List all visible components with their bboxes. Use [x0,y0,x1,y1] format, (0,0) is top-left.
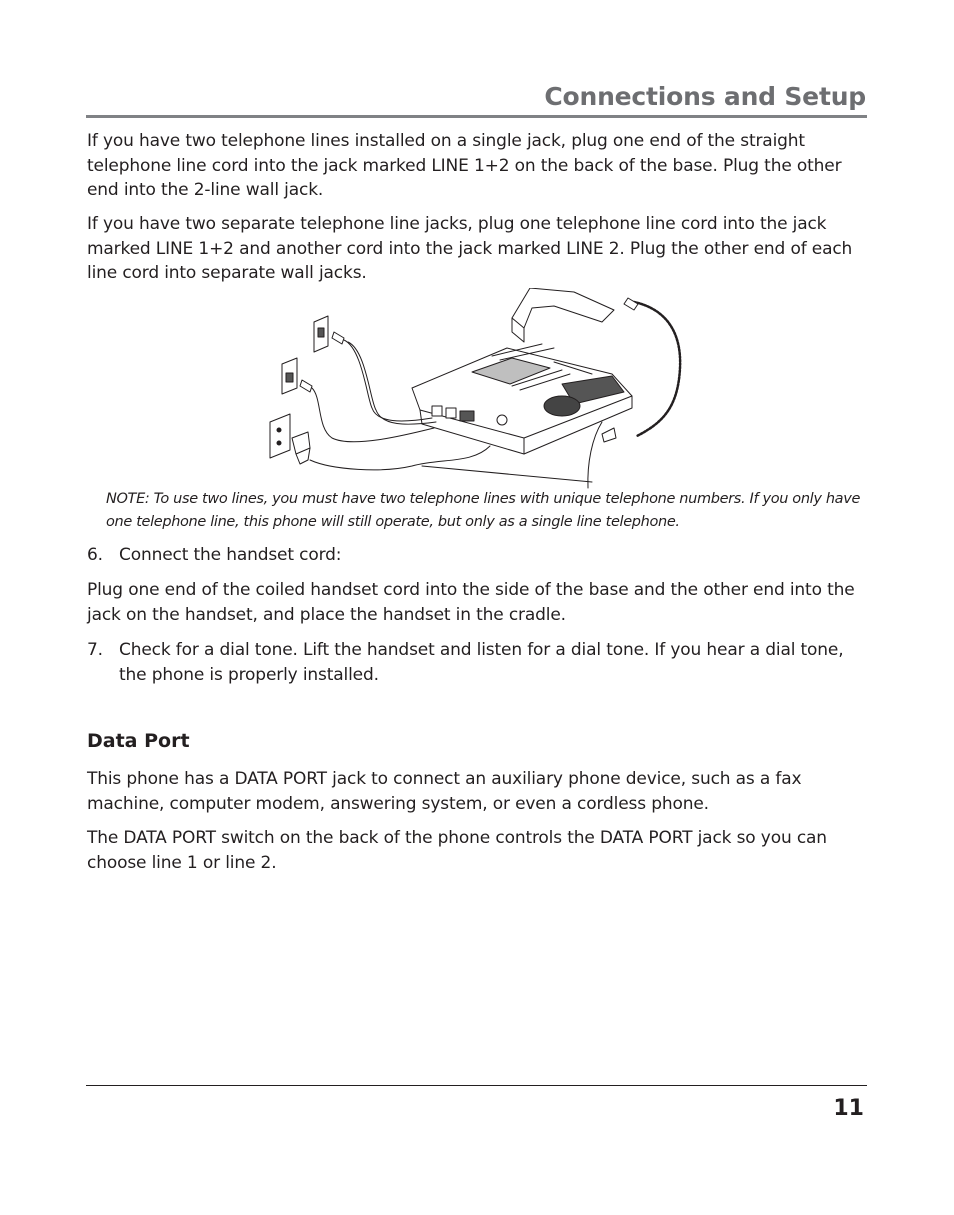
step-text: Check for a dial tone. Lift the handset and listen for a dial tone. If you hear a dial tone, the phone is properly installed. [119,640,844,685]
note-two-lines: NOTE: To use two lines, you must have two telephone lines with unique telephone numbers. If you only have one telephone line, this phone will still operate, but only as a single line telephone. [106,491,861,530]
paragraph-two-separate-jacks: If you have two separate telephone line jacks, plug one telephone line cord into the jack marked LINE 1+2 and another cord into the jack marked LINE 2. Plug the other end of each line cord into separate wall jacks. [87,214,853,283]
paragraph-two-lines-single-jack: If you have two telephone lines installed on a single jack, plug one end of the straight telephone line cord into the jack marked LINE 1+2 on the back of the base. Plug the other end into the 2-line wall jack. [87,131,842,200]
paragraph-data-port-jack: This phone has a DATA PORT jack to connect an auxiliary phone device, such as a fax machine, computer modem, answering system, or even a cordless phone. [87,769,802,814]
data-port-heading: Data Port [87,730,190,752]
step-text: Connect the handset cord: [119,545,342,565]
step-6 [87,543,867,568]
footer-rule [86,1085,867,1086]
header-rule [86,115,867,118]
telephone-connection-diagram-icon [262,288,696,490]
section-title: Connections and Setup [544,82,866,111]
step-7 [87,638,867,687]
paragraph-data-port-switch: The DATA PORT switch on the back of the phone controls the DATA PORT jack so you can choose line 1 or line 2. [87,828,827,873]
page-number: 11 [833,1096,864,1121]
paragraph-handset-cord: Plug one end of the coiled handset cord into the side of the base and the other end into the jack on the handset, and place the handset in the cradle. [87,580,855,625]
step-number: 7. [87,640,103,660]
step-number: 6. [87,545,103,565]
